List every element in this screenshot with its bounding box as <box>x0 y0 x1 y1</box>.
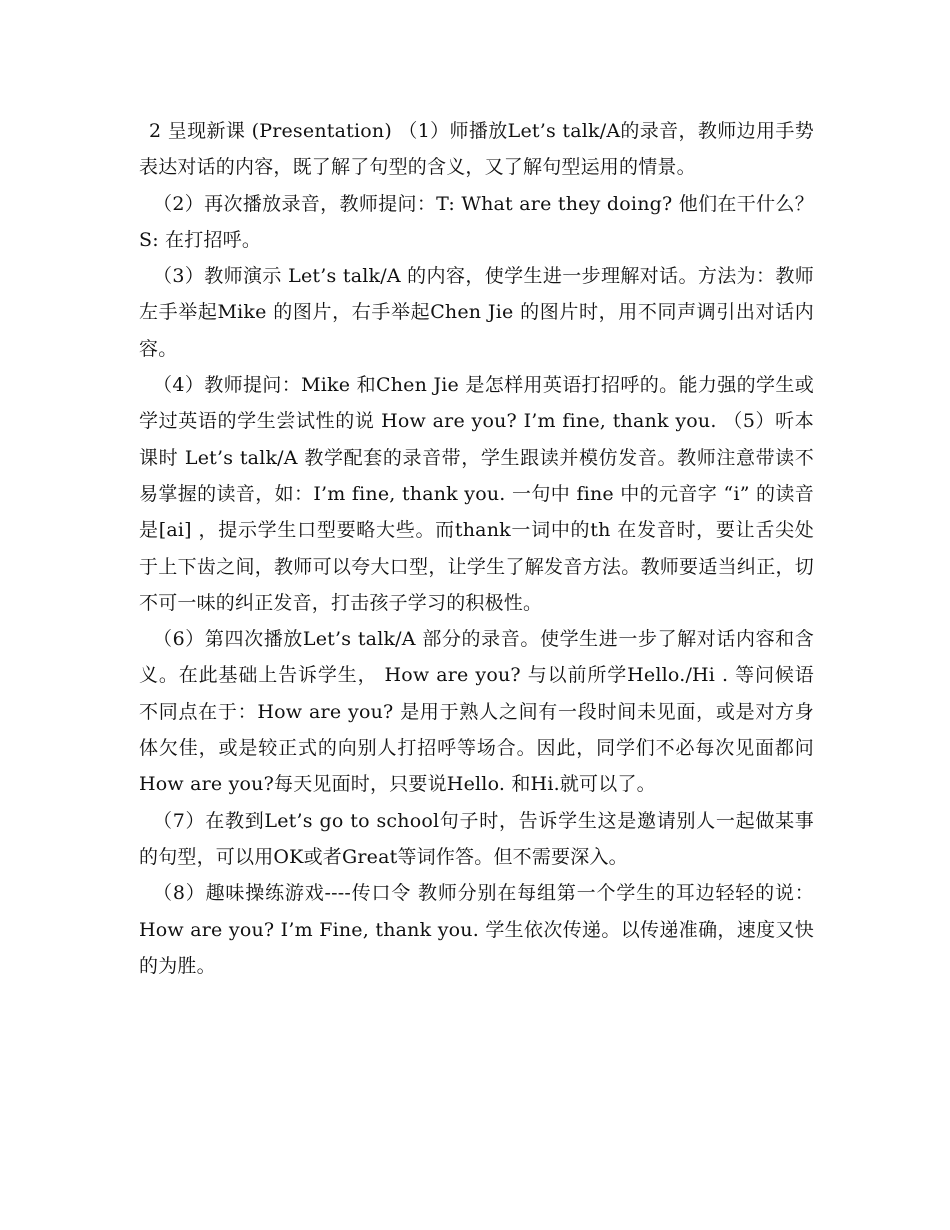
paragraph-step-6: （6）第四次播放Let’s talk/A 部分的录音。使学生进一步了解对话内容和含义。在此基础上告诉学生， How are you? 与以前所学Hello./Hi . 等问候语不同点在于：How are you? 是用于熟人之间有一段时间未见面，或是对方身体欠佳，或是较正式的向别人打招呼等场合。因此，同学们不必每次见面都问How are you?每天见面时，只要说Hello. 和Hi.就可以了。 <box>139 628 814 796</box>
paragraph-step-8: （8）趣味操练游戏----传口令 教师分别在每组第一个学生的耳边轻轻的说：How are you? I’m Fine, thank you. 学生依次传递。以传递准确，速度又快的为胜。 <box>139 882 814 977</box>
paragraph-step-7: （7）在教到Let’s go to school句子时，告诉学生这是邀请别人一起做某事的句型，可以用OK或者Great等词作答。但不需要深入。 <box>139 809 814 868</box>
paragraph-step-3: （3）教师演示 Let’s talk/A 的内容，使学生进一步理解对话。方法为：教师左手举起Mike 的图片，右手举起Chen Jie 的图片时，用不同声调引出对话内容。 <box>139 265 814 360</box>
paragraph-presentation-1: 2 呈现新课 (Presentation) （1）师播放Let’s talk/A的录音，教师边用手势表达对话的内容，既了解了句型的含义，又了解句型运用的情景。 <box>139 120 814 179</box>
document-body <box>139 113 814 984</box>
paragraph-step-4-5: （4）教师提问：Mike 和Chen Jie 是怎样用英语打招呼的。能力强的学生或学过英语的学生尝试性的说 How are you? I’m fine, thank you. （5）听本课时 Let’s talk/A 教学配套的录音带，学生跟读并模仿发音。教师注意带读不易掌握的读音，如：I’m fine, thank you. 一句中 fine 中的元音字 “i” 的读音是[ai] ，提示学生口型要略大些。而thank一词中的th 在发音时，要让舌尖处于上下齿之间，教师可以夸大口型，让学生了解发音方法。教师要适当纠正，切不可一味的纠正发音，打击孩子学习的积极性。 <box>139 374 814 614</box>
paragraph-step-2: （2）再次播放录音，教师提问：T: What are they doing? 他们在干什么？ S: 在打招呼。 <box>139 192 814 251</box>
